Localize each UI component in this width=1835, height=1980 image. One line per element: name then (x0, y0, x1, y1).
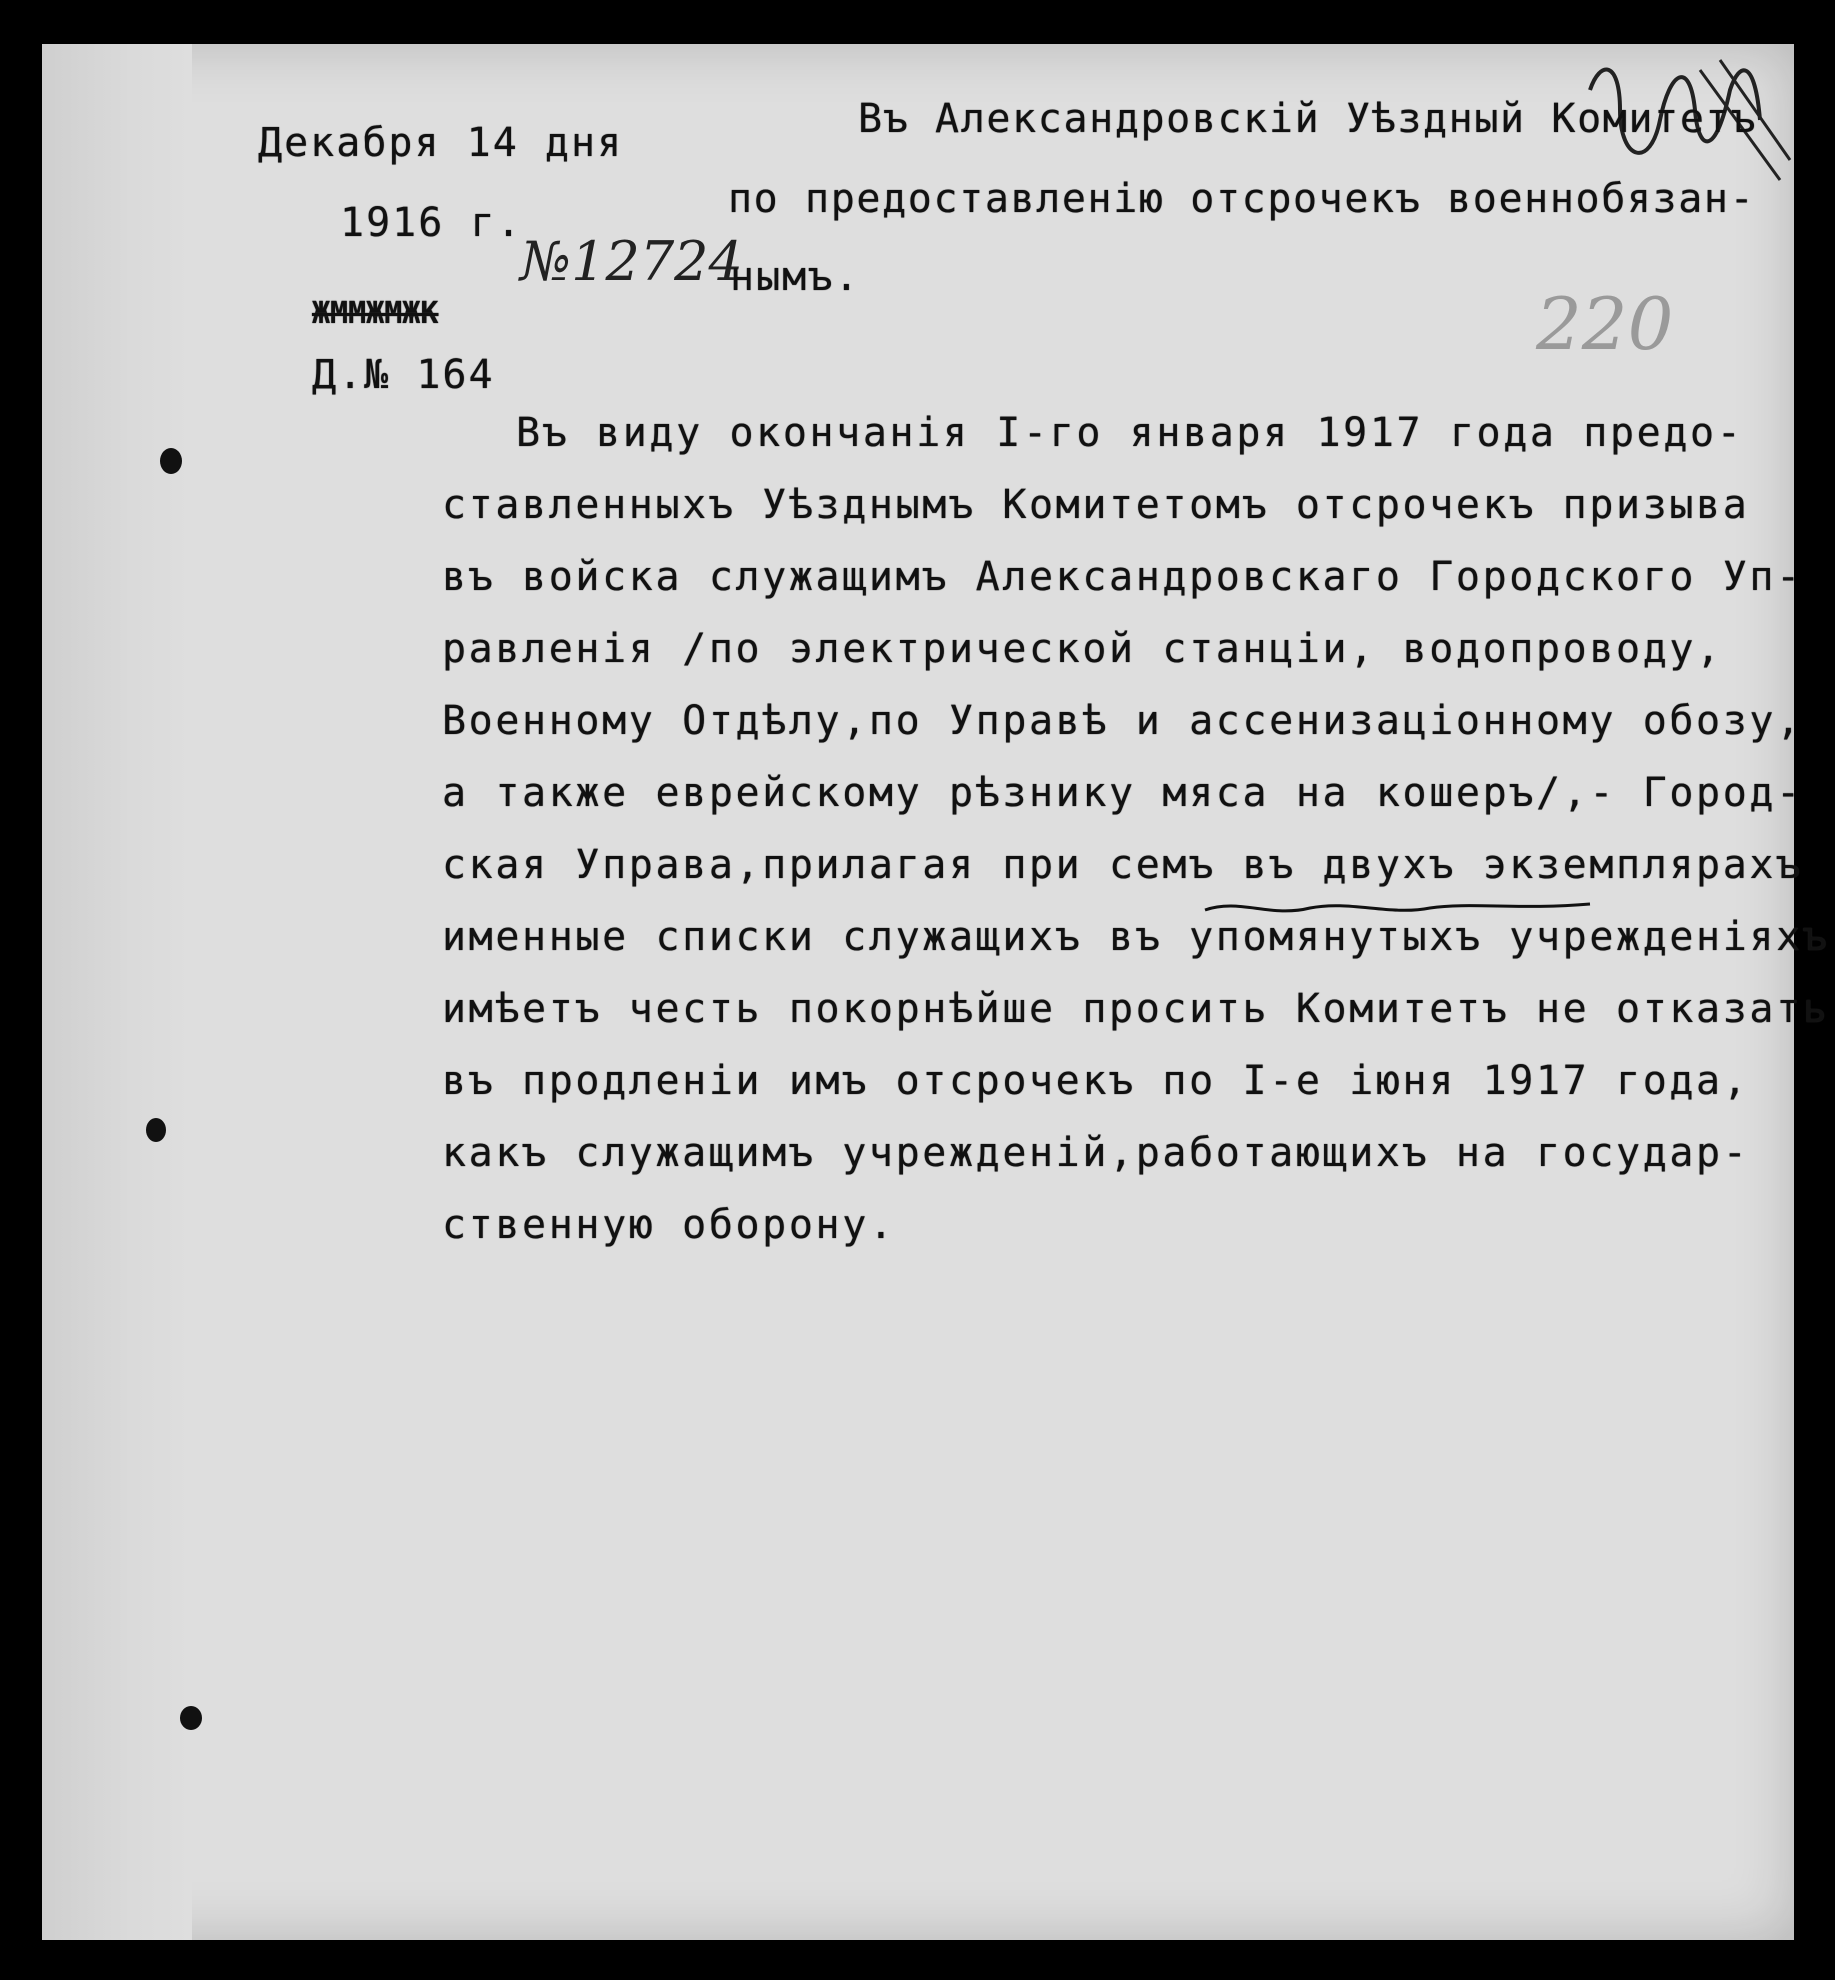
body-line-2: ставленныхъ Уѣзднымъ Комитетомъ отсрочекъ призыва (442, 482, 1750, 528)
body-line-8: именные списки служащихъ въ упомянутыхъ учрежденіяхъ (442, 914, 1830, 960)
addressee-line-1: Въ Александровскій Уѣздный Комитетъ (858, 96, 1757, 142)
case-number: Д.№ 164 (312, 352, 495, 398)
document-year: 1916 г. (340, 200, 523, 246)
body-line-3: въ войска служащимъ Александровскаго Городского Уп- (442, 554, 1803, 600)
body-line-6: а также еврейскому рѣзнику мяса на кошеръ/,- Город- (442, 770, 1803, 816)
body-line-1: Въ виду окончанія I-го января 1917 года предо- (516, 410, 1744, 456)
body-line-12: ственную оборону. (442, 1202, 896, 1248)
struck-out-text: ЖММЖМЖК (312, 296, 439, 331)
handwritten-outgoing-number: №12724 (520, 230, 743, 293)
binding-hole-mark (180, 1706, 202, 1730)
binding-hole-mark (146, 1118, 166, 1142)
body-line-9: имѣетъ честь покорнѣйше просить Комитетъ не отказать (442, 986, 1830, 1032)
handwritten-page-number: 220 (1536, 282, 1674, 366)
handwritten-underline (1200, 896, 1600, 920)
page-margin-shadow (42, 44, 192, 1940)
addressee-line-2: по предоставленію отсрочекъ военнобязан- (728, 176, 1756, 222)
binding-hole-mark (160, 448, 182, 474)
addressee-line-3: нымъ. (730, 254, 861, 300)
body-line-11: какъ служащимъ учрежденій,работающихъ на государ- (442, 1130, 1750, 1176)
body-line-5: Военному Отдѣлу,по Управѣ и ассенизаціонному обозу, (442, 698, 1803, 744)
body-line-10: въ продленіи имъ отсрочекъ по I-е іюня 1917 года, (442, 1058, 1750, 1104)
body-line-4: равленія /по электрической станціи, водопроводу, (442, 626, 1723, 672)
document-date: Декабря 14 дня (258, 120, 624, 166)
body-line-7: ская Управа,прилагая при семъ въ двухъ экземплярахъ (442, 842, 1803, 888)
